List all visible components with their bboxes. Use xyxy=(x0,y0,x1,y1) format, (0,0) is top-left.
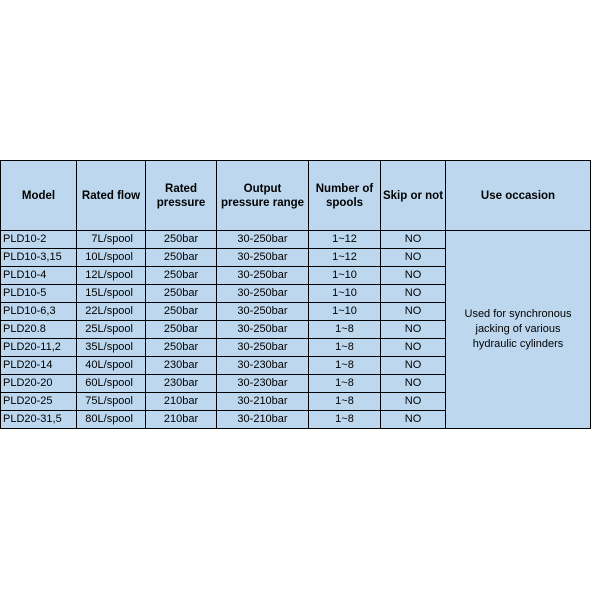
cell-rated-flow: 25L/spool xyxy=(77,321,146,339)
cell-output-pressure-range: 30-250bar xyxy=(217,267,309,285)
cell-number-of-spools: 1~8 xyxy=(309,375,381,393)
cell-use-occasion: Used for synchronous jacking of various hydraulic cylinders xyxy=(446,231,591,429)
cell-skip-or-not: NO xyxy=(381,267,446,285)
table-row xyxy=(1,231,591,249)
cell-number-of-spools: 1~8 xyxy=(309,393,381,411)
cell-model: PLD20-11,2 xyxy=(1,339,77,357)
cell-output-pressure-range: 30-210bar xyxy=(217,411,309,429)
cell-skip-or-not: NO xyxy=(381,303,446,321)
cell-model: PLD10-4 xyxy=(1,267,77,285)
cell-number-of-spools: 1~8 xyxy=(309,411,381,429)
header-output-pressure-range: Output pressure range xyxy=(217,161,309,231)
cell-number-of-spools: 1~8 xyxy=(309,321,381,339)
cell-rated-flow: 80L/spool xyxy=(77,411,146,429)
header-number-of-spools: Number of spools xyxy=(309,161,381,231)
cell-skip-or-not: NO xyxy=(381,411,446,429)
cell-rated-pressure: 250bar xyxy=(146,267,217,285)
cell-rated-pressure: 250bar xyxy=(146,285,217,303)
cell-output-pressure-range: 30-250bar xyxy=(217,303,309,321)
cell-model: PLD20-14 xyxy=(1,357,77,375)
cell-model: PLD20.8 xyxy=(1,321,77,339)
cell-number-of-spools: 1~10 xyxy=(309,303,381,321)
cell-rated-pressure: 210bar xyxy=(146,411,217,429)
cell-model: PLD10-6,3 xyxy=(1,303,77,321)
header-rated-pressure: Rated pressure xyxy=(146,161,217,231)
cell-rated-pressure: 250bar xyxy=(146,249,217,267)
cell-rated-pressure: 250bar xyxy=(146,231,217,249)
cell-skip-or-not: NO xyxy=(381,231,446,249)
cell-skip-or-not: NO xyxy=(381,339,446,357)
cell-model: PLD10-3,15 xyxy=(1,249,77,267)
cell-rated-flow: 75L/spool xyxy=(77,393,146,411)
cell-rated-flow: 10L/spool xyxy=(77,249,146,267)
cell-output-pressure-range: 30-250bar xyxy=(217,339,309,357)
cell-output-pressure-range: 30-210bar xyxy=(217,393,309,411)
cell-output-pressure-range: 30-250bar xyxy=(217,231,309,249)
cell-rated-pressure: 230bar xyxy=(146,357,217,375)
header-row xyxy=(1,161,591,231)
cell-skip-or-not: NO xyxy=(381,357,446,375)
cell-model: PLD20-25 xyxy=(1,393,77,411)
cell-rated-pressure: 250bar xyxy=(146,303,217,321)
table-body xyxy=(1,231,591,429)
cell-rated-pressure: 250bar xyxy=(146,339,217,357)
cell-model: PLD20-20 xyxy=(1,375,77,393)
cell-output-pressure-range: 30-250bar xyxy=(217,321,309,339)
cell-number-of-spools: 1~8 xyxy=(309,357,381,375)
cell-model: PLD20-31,5 xyxy=(1,411,77,429)
cell-number-of-spools: 1~10 xyxy=(309,267,381,285)
cell-rated-pressure: 210bar xyxy=(146,393,217,411)
cell-rated-flow: 22L/spool xyxy=(77,303,146,321)
header-skip-or-not: Skip or not xyxy=(381,161,446,231)
cell-skip-or-not: NO xyxy=(381,285,446,303)
header-model: Model xyxy=(1,161,77,231)
cell-rated-flow: 40L/spool xyxy=(77,357,146,375)
cell-output-pressure-range: 30-230bar xyxy=(217,357,309,375)
cell-output-pressure-range: 30-230bar xyxy=(217,375,309,393)
spec-table xyxy=(0,160,591,429)
cell-number-of-spools: 1~12 xyxy=(309,249,381,267)
header-rated-flow: Rated flow xyxy=(77,161,146,231)
cell-skip-or-not: NO xyxy=(381,393,446,411)
cell-output-pressure-range: 30-250bar xyxy=(217,285,309,303)
cell-rated-flow: 12L/spool xyxy=(77,267,146,285)
cell-skip-or-not: NO xyxy=(381,249,446,267)
cell-model: PLD10-2 xyxy=(1,231,77,249)
cell-rated-pressure: 250bar xyxy=(146,321,217,339)
cell-skip-or-not: NO xyxy=(381,321,446,339)
cell-rated-pressure: 230bar xyxy=(146,375,217,393)
cell-rated-flow: 60L/spool xyxy=(77,375,146,393)
cell-number-of-spools: 1~12 xyxy=(309,231,381,249)
cell-rated-flow: 15L/spool xyxy=(77,285,146,303)
cell-number-of-spools: 1~8 xyxy=(309,339,381,357)
cell-skip-or-not: NO xyxy=(381,375,446,393)
cell-output-pressure-range: 30-250bar xyxy=(217,249,309,267)
cell-number-of-spools: 1~10 xyxy=(309,285,381,303)
cell-model: PLD10-5 xyxy=(1,285,77,303)
cell-rated-flow: 7L/spool xyxy=(77,231,146,249)
cell-rated-flow: 35L/spool xyxy=(77,339,146,357)
header-use-occasion: Use occasion xyxy=(446,161,591,231)
